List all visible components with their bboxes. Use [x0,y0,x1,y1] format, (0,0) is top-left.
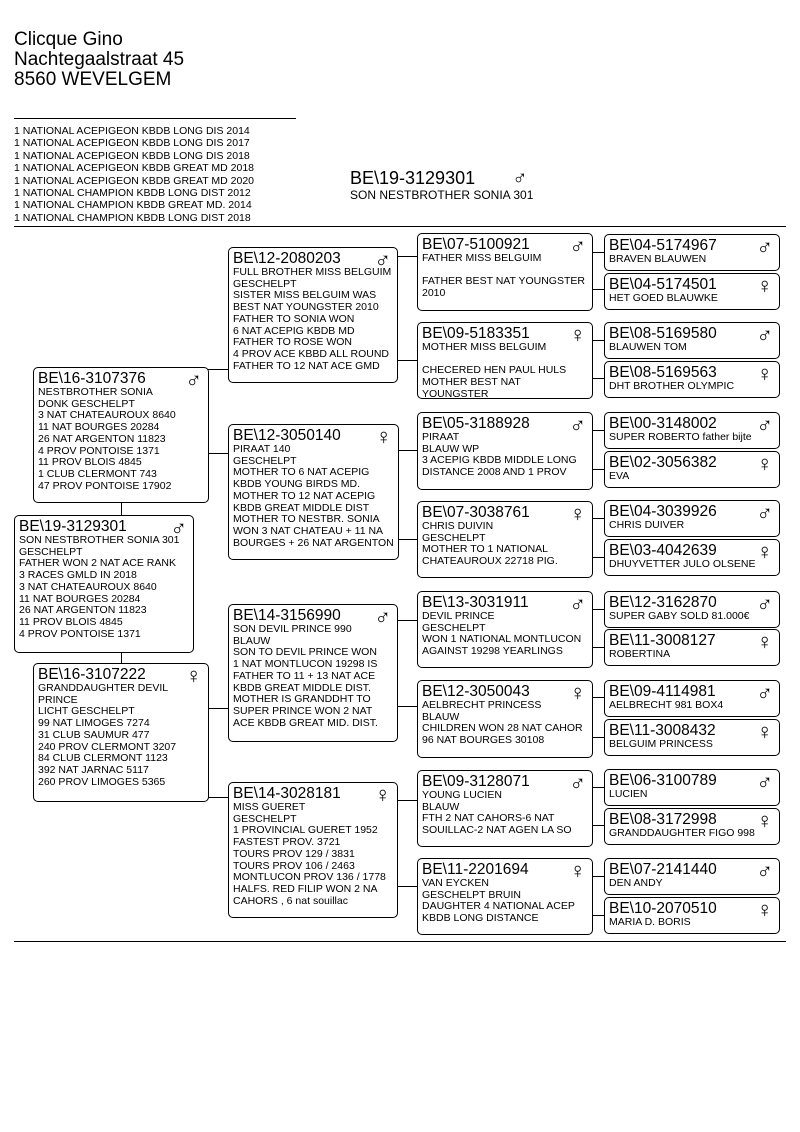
connector-line [396,706,417,707]
ring-number: BE\04-3039926 [609,503,717,520]
connector-line [592,915,604,916]
male-symbol-icon: ♂ [569,591,586,616]
connector-line [592,876,604,877]
connector-line [396,800,417,801]
pedigree-card-sds[interactable] [417,412,593,490]
connector-line [121,503,122,515]
ring-number: BE\05-3188928 [422,415,530,432]
ring-number: BE\02-3056382 [609,454,717,471]
pedigree-card-dam-sire[interactable] [228,604,398,742]
ring-number: BE\09-5183351 [422,325,530,342]
male-symbol-icon: ♂ [185,367,202,392]
connector-line [592,430,604,431]
connector-line [592,697,604,698]
card-info: GRANDDAUGHTER FIGO 998 [609,827,755,839]
card-info: ROBERTINA [609,648,671,660]
ring-number: BE\16-3107222 [38,666,146,683]
pedigree-card-ddd[interactable] [417,858,593,935]
card-info: GRANDDAUGHTER DEVIL PRINCE LICHT GESCHELPT 99 NAT LIMOGES 7274 31 CLUB SAUMUR 477 240 PROV CLERMONT 3207 84 CLUB CLERMONT 1123 392 NAT JARNAC 5117 260 PROV LIMOGES 5365 [38,682,177,788]
ring-number: BE\12-3050140 [233,427,341,444]
pedigree-card-sire-sire[interactable] [228,247,398,383]
pedigree-card-dds[interactable] [417,770,593,847]
pedigree-card-ssdd[interactable] [604,361,780,398]
male-symbol-icon: ♂ [756,234,773,259]
female-symbol-icon: ♀ [569,680,586,705]
card-info: HET GOED BLAUWKE [609,292,718,304]
pedigree-card-sire-dam[interactable] [228,424,399,560]
ring-number: BE\11-2201694 [422,861,529,878]
pedigree-card-sddd[interactable] [604,539,780,576]
female-symbol-icon: ♀ [756,361,773,386]
connector-line [398,539,418,540]
connector-line [398,450,418,451]
ring-number: BE\19-3129301 [19,518,127,535]
connector-line [396,886,417,887]
card-info: VAN EYCKEN GESCHELPT BRUIN DAUGHTER 4 NATIONAL ACEP KBDB LONG DISTANCE [422,877,575,925]
card-info: DEVIL PRINCE GESCHELPT WON 1 NATIONAL MONTLUCON AGAINST 19298 YEARLINGS [422,610,582,658]
achievement-item: 1 NATIONAL CHAMPION KBDB LONG DIST 2012 [14,187,251,200]
connector-line [592,825,604,826]
connector-line [592,609,604,610]
ring-number: BE\04-5174967 [609,237,717,254]
pedigree-card-dddd[interactable] [604,897,780,934]
connector-line [396,620,417,621]
card-info: MISS GUERET GESCHELPT 1 PROVINCIAL GUERET 1952 FASTEST PROV. 3721 TOURS PROV 129 / 3831 TOURS PROV 106 / 2463 MONTLUCON PROV 136 / 1778 HALFS. RED FILIP WON 2 NA CAHORS , 6 nat souillac [233,801,386,907]
ring-number: BE\09-4114981 [609,683,716,700]
achievement-item: 1 NATIONAL ACEPIGEON KBDB LONG DIS 2017 [14,137,250,150]
connector-line [397,256,417,257]
pedigree-card-dsd[interactable] [417,680,593,758]
pedigree-card-dsds[interactable] [604,680,780,717]
pedigree-card-dssd[interactable] [604,629,780,666]
male-symbol-icon: ♂ [756,858,773,883]
pedigree-card-sire[interactable] [33,367,209,503]
ring-number: BE\07-3038761 [422,504,530,521]
owner-street: Nachtegaalstraat 45 [14,49,185,70]
male-symbol-icon: ♂ [569,412,586,437]
achievement-item: 1 NATIONAL CHAMPION KBDB LONG DIST 2018 [14,211,251,224]
pedigree-card-dsss[interactable] [604,591,780,628]
pedigree-card-dsdd[interactable] [604,719,780,756]
subject-description: SON NESTBROTHER SONIA 301 [350,188,534,202]
ring-number: BE\11-3008432 [609,722,716,739]
male-symbol-icon: ♂ [756,591,773,616]
top-divider [14,226,786,227]
ring-number: BE\03-4042639 [609,542,717,559]
female-symbol-icon: ♀ [756,897,773,922]
ring-number: BE\00-3148002 [609,415,717,432]
card-info: PIRAAT BLAUW WP 3 ACEPIG KBDB MIDDLE LONG DISTANCE 2008 AND 1 PROV [422,431,577,479]
ring-number: BE\12-3162870 [609,594,717,611]
ring-number: BE\12-3050043 [422,683,530,700]
female-symbol-icon: ♀ [569,322,586,347]
pedigree-card-sdd[interactable] [417,501,593,578]
card-info: SUPER GABY SOLD 81.000€ [609,610,750,622]
male-symbol-icon: ♂ [512,167,528,189]
ring-number: BE\06-3100789 [609,772,717,789]
card-info: CHRIS DUIVIN GESCHELPT MOTHER TO 1 NATIONAL CHATEAUROUX 22718 PIG. [422,520,558,568]
owner-divider [14,118,296,119]
card-info: AELBRECHT PRINCESS BLAUW CHILDREN WON 28 NAT CAHOR 96 NAT BOURGES 30108 [422,699,583,747]
ring-number: BE\04-5174501 [609,276,717,293]
female-symbol-icon: ♀ [756,451,773,476]
card-info: MARIA D. BORIS [609,916,691,928]
card-info: NESTBROTHER SONIA DONK GESCHELPT 3 NAT CHATEAUROUX 8640 11 NAT BOURGES 20284 26 NAT ARGENTON 11823 4 PROV PONTOISE 1371 11 PROV BLOIS 4845 1 CLUB CLERMONT 743 47 PROV PONTOISE 17902 [38,386,176,492]
male-symbol-icon: ♂ [756,500,773,525]
card-info: PIRAAT 140 GESCHELPT MOTHER TO 6 NAT ACEPIG KBDB YOUNG BIRDS MD. MOTHER TO 12 NAT ACEPIG KBDB GREAT MIDDLE DIST MOTHER TO NESTBR. SONIA WON 3 NAT CHATEAU + 11 NA BOURGES + 26 NAT ARGENTON [233,443,394,549]
ring-number: BE\13-3031911 [422,594,529,611]
female-symbol-icon: ♀ [374,782,391,807]
subject-header [350,168,533,202]
subject-ring: BE\19-3129301 [350,168,476,188]
female-symbol-icon: ♀ [756,273,773,298]
pedigree-card-sdss[interactable] [604,412,780,449]
pedigree-card-sssd[interactable] [604,273,780,310]
connector-line [121,653,122,663]
female-symbol-icon: ♀ [185,663,202,688]
card-info: LUCIEN [609,788,648,800]
ring-number: BE\14-3028181 [233,785,341,802]
ring-number: BE\08-5169563 [609,364,717,381]
ring-number: BE\09-3128071 [422,773,530,790]
card-info: MOTHER MISS BELGUIM CHECERED HEN PAUL HULS MOTHER BEST NAT YOUNGSTER [422,341,567,399]
card-info: DEN ANDY [609,877,663,889]
connector-line [208,453,228,454]
pedigree-card-dam-dam[interactable] [228,782,398,918]
connector-line [208,708,228,709]
card-info: YOUNG LUCIEN BLAUW FTH 2 NAT CAHORS-6 NAT SOUILLAC-2 NAT AGEN LA SO [422,789,572,837]
card-info: FULL BROTHER MISS BELGUIM GESCHELPT SISTER MISS BELGUIM WAS BEST NAT YOUNGSTER 2010 FATHER TO SONIA WON 6 NAT ACEPIG KBDB MD FATHER TO ROSE WON 4 PROV ACE KBBD ALL ROUND FATHER TO 12 NAT ACE GMD [233,266,392,372]
connector-line [592,469,604,470]
achievements-list [14,125,254,224]
card-info: BLAUWEN TOM [609,341,687,353]
female-symbol-icon: ♀ [756,719,773,744]
card-info: AELBRECHT 981 BOX4 [609,699,724,711]
achievement-item: 1 NATIONAL ACEPIGEON KBDB LONG DIS 2018 [14,149,250,162]
female-symbol-icon: ♀ [756,539,773,564]
connector-line [592,289,604,290]
ring-number: BE\10-2070510 [609,900,717,917]
ring-number: BE\16-3107376 [38,370,146,387]
pedigree-card-sss[interactable] [417,233,593,311]
ring-number: BE\12-2080203 [233,250,341,267]
ring-number: BE\08-3172998 [609,811,717,828]
connector-line [397,360,417,361]
card-info: BRAVEN BLAUWEN [609,253,707,265]
card-info: FATHER MISS BELGUIM FATHER BEST NAT YOUNGSTER 2010 [422,252,585,300]
male-symbol-icon: ♂ [569,233,586,258]
card-info: DHT BROTHER OLYMPIC [609,380,735,392]
connector-line [592,252,604,253]
connector-line [208,369,228,370]
ring-number: BE\11-3008127 [609,632,716,649]
bottom-divider [14,941,786,942]
achievement-item: 1 NATIONAL ACEPIGEON KBDB LONG DIS 2014 [14,125,250,137]
male-symbol-icon: ♂ [756,769,773,794]
ring-number: BE\07-5100921 [422,236,530,253]
card-info: BELGUIM PRINCESS [609,738,713,750]
pedigree-card-sdds[interactable] [604,500,780,537]
pedigree-card-ddds[interactable] [604,858,780,895]
pedigree-card-ddss[interactable] [604,769,780,806]
achievement-item: 1 NATIONAL CHAMPION KBDB GREAT MD. 2014 [14,199,252,212]
connector-line [592,378,604,379]
connector-line [592,647,604,648]
pedigree-card-subject[interactable] [14,515,194,653]
connector-line [208,797,228,798]
achievement-item: 1 NATIONAL ACEPIGEON KBDB GREAT MD 2020 [14,174,255,187]
male-symbol-icon: ♂ [374,247,391,272]
male-symbol-icon: ♂ [756,322,773,347]
pedigree-card-dss[interactable] [417,591,593,668]
ring-number: BE\07-2141440 [609,861,717,878]
female-symbol-icon: ♀ [375,424,392,449]
pedigree-card-ssds[interactable] [604,322,780,359]
connector-line [592,787,604,788]
pedigree-card-dam[interactable] [33,663,209,802]
card-info: DHUYVETTER JULO OLSENE [609,558,756,570]
owner-name: Clicque Gino [14,29,123,50]
owner-block [14,30,184,90]
female-symbol-icon: ♀ [569,858,586,883]
card-info: EVA [609,470,630,482]
male-symbol-icon: ♂ [756,680,773,705]
card-info: SON NESTBROTHER SONIA 301 GESCHELPT FATHER WON 2 NAT ACE RANK 3 RACES GMLD IN 2018 3 NAT CHATEAUROUX 8640 11 NAT BOURGES 20284 26 NAT ARGENTON 11823 11 PROV BLOIS 4845 4 PROV PONTOISE 1371 [19,534,180,640]
female-symbol-icon: ♀ [756,629,773,654]
ring-number: BE\08-5169580 [609,325,717,342]
male-symbol-icon: ♂ [170,515,187,540]
pedigree-card-ddsd[interactable] [604,808,780,845]
connector-line [592,557,604,558]
connector-line [592,340,604,341]
female-symbol-icon: ♀ [569,501,586,526]
achievement-item: 1 NATIONAL ACEPIGEON KBDB GREAT MD 2018 [14,162,255,175]
pedigree-card-ssss[interactable] [604,234,780,271]
male-symbol-icon: ♂ [756,412,773,437]
connector-line [592,518,604,519]
card-info: SUPER ROBERTO father bijte [609,431,752,443]
female-symbol-icon: ♀ [756,808,773,833]
ring-number: BE\14-3156990 [233,607,341,624]
card-info: SON DEVIL PRINCE 990 BLAUW SON TO DEVIL PRINCE WON 1 NAT MONTLUCON 19298 IS FATHER TO 11 + 13 NAT ACE KBDB GREAT MIDDLE DIST. MOTHER IS GRANDDHT TO SUPER PRINCE WON 2 NAT ACE KBDB GREAT MID. DIST. [233,623,378,729]
male-symbol-icon: ♂ [569,770,586,795]
connector-line [592,737,604,738]
pedigree-card-sdsd[interactable] [604,451,780,488]
male-symbol-icon: ♂ [374,604,391,629]
card-info: CHRIS DUIVER [609,519,685,531]
owner-city: 8560 WEVELGEM [14,69,172,90]
pedigree-card-ssd[interactable] [417,322,593,399]
